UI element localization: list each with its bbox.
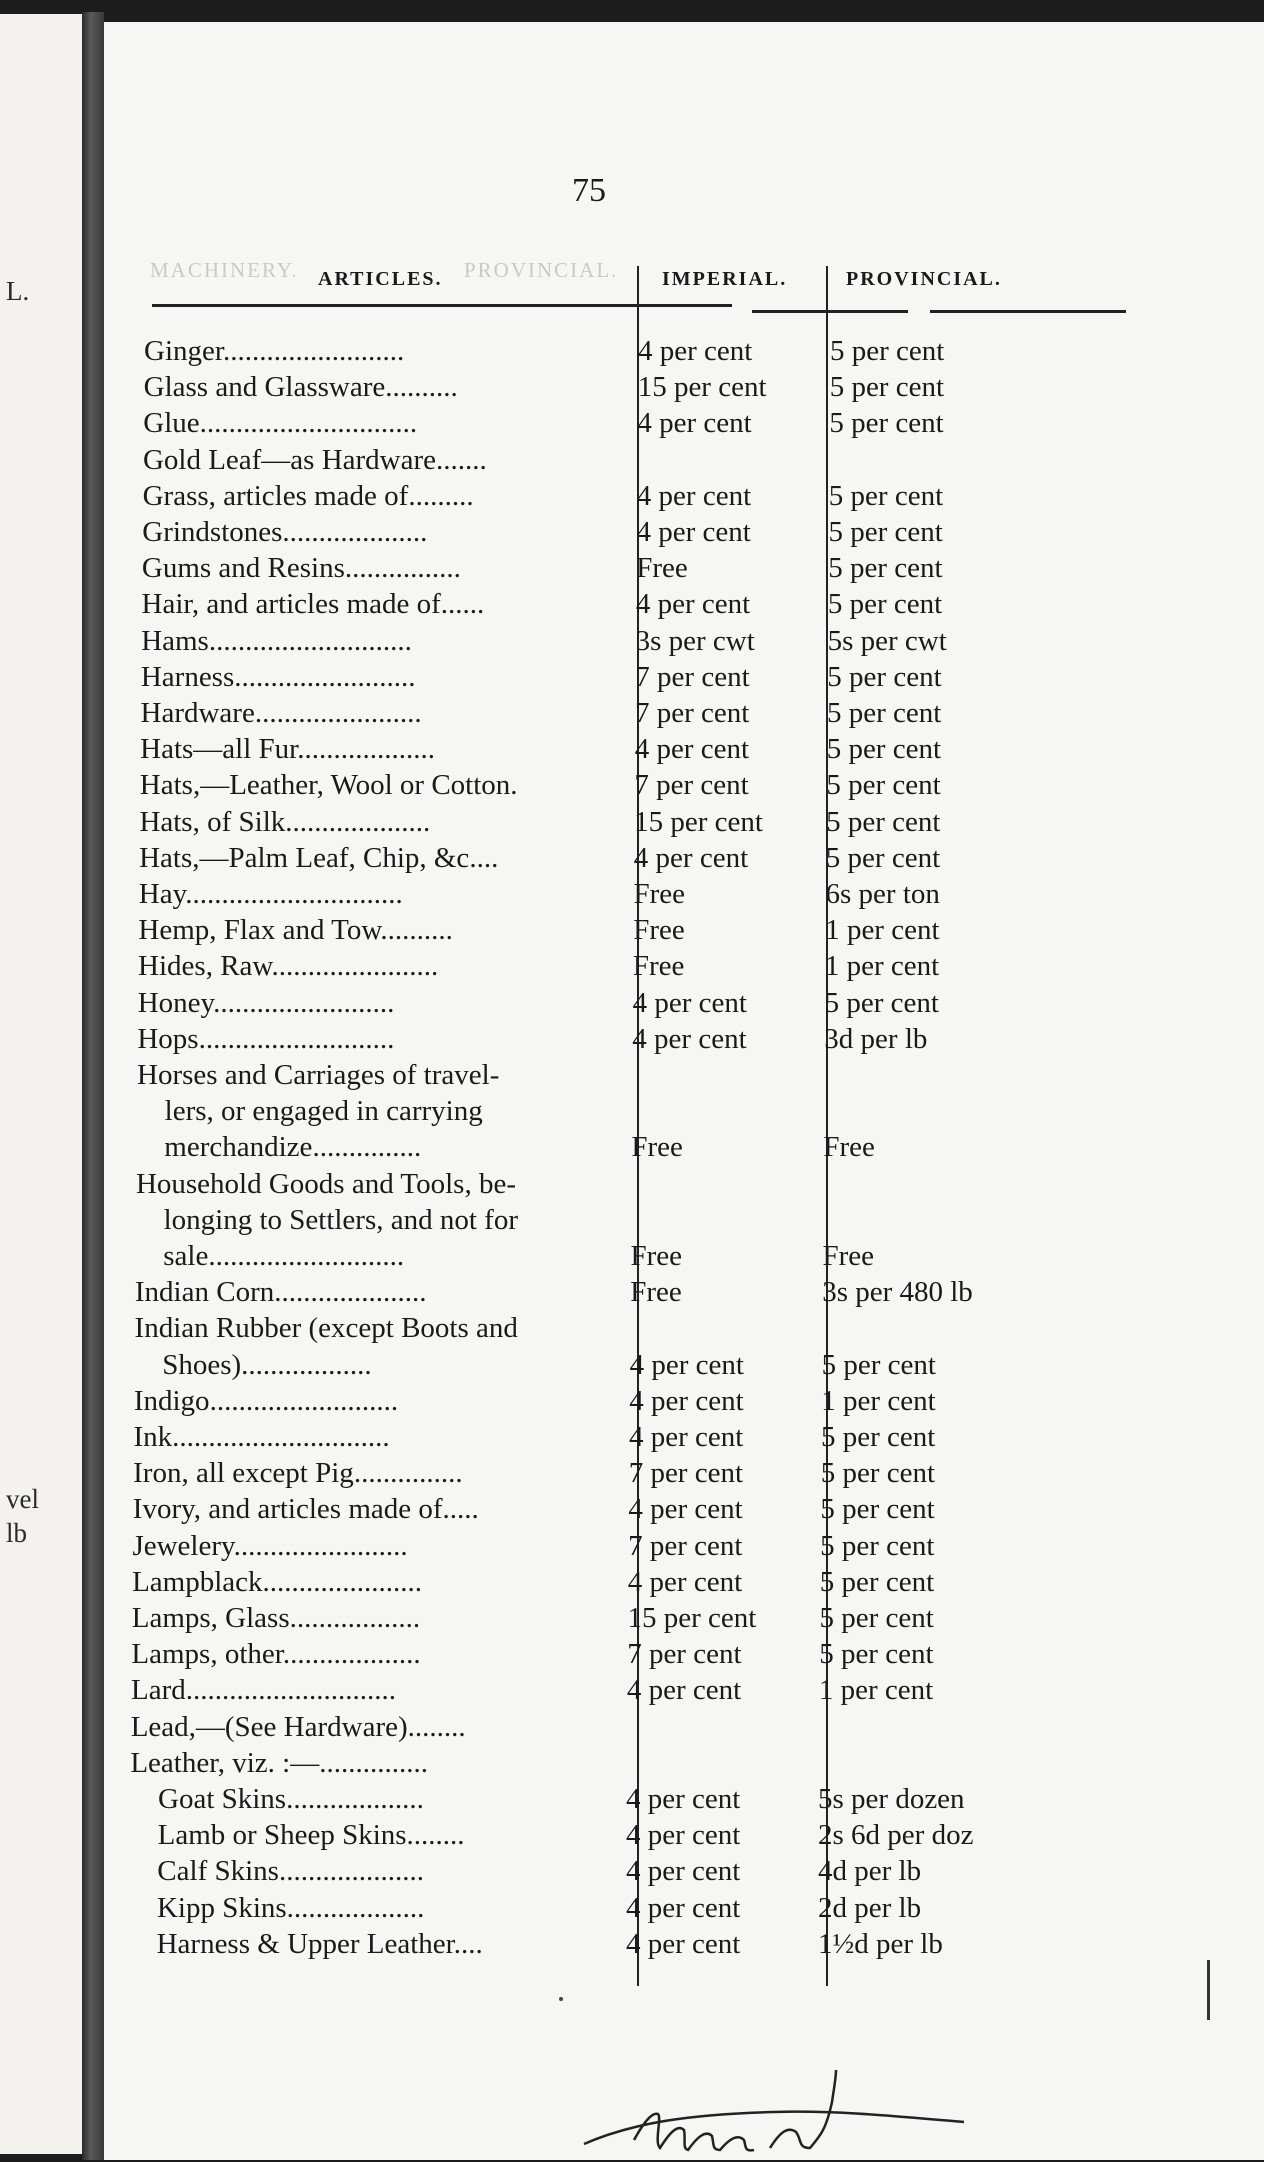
table-row xyxy=(104,1674,1264,1710)
provincial-duty: 5 per cent xyxy=(821,1348,936,1381)
table-row xyxy=(104,1855,1264,1891)
article-cell xyxy=(139,878,634,911)
table-row xyxy=(104,444,1264,480)
leader-dots: ..................... xyxy=(274,1276,427,1309)
article-name: Lampblack xyxy=(132,1565,263,1598)
article-cell xyxy=(137,1023,634,1056)
article-name: lers, or engaged in carrying xyxy=(164,1095,483,1128)
imperial-duty: Free xyxy=(636,552,688,585)
article-name: Lead,—(See Hardware) xyxy=(130,1710,408,1743)
header-rule-provincial xyxy=(930,310,1126,313)
bleed-through-right: PROVINCIAL. xyxy=(464,258,619,282)
table-row xyxy=(104,1131,1264,1167)
article-name: Iron, all except Pig xyxy=(133,1457,354,1490)
provincial-duty: 5 per cent xyxy=(819,1565,935,1598)
article-cell xyxy=(141,697,635,730)
article-cell xyxy=(144,335,634,368)
table-row xyxy=(104,1530,1264,1566)
article-name: Hats—all Fur xyxy=(140,733,298,766)
leader-dots: ............................. xyxy=(185,1674,397,1707)
article-cell xyxy=(143,444,634,477)
table-row xyxy=(104,842,1264,878)
article-cell xyxy=(157,1892,634,1925)
article-name: Grass, articles made of xyxy=(142,479,409,512)
article-cell xyxy=(157,1928,634,1961)
imperial-duty: 4 per cent xyxy=(632,1022,747,1055)
provincial-duty: 5 per cent xyxy=(829,407,944,440)
article-cell xyxy=(134,1385,634,1418)
article-name: Household Goods and Tools, be- xyxy=(135,1167,516,1200)
leader-dots: ....... xyxy=(436,443,487,476)
imperial-duty: 4 per cent xyxy=(626,1891,741,1924)
article-name: Indigo xyxy=(133,1384,210,1417)
provincial-duty: 3s per 480 lb xyxy=(822,1276,973,1309)
imperial-duty: 7 per cent xyxy=(628,1529,743,1562)
table-row xyxy=(104,1204,1264,1240)
provincial-duty: 5 per cent xyxy=(820,1529,935,1562)
provincial-duty: 5 per cent xyxy=(826,769,941,802)
article-cell xyxy=(134,1421,635,1454)
table-row xyxy=(104,516,1264,552)
imperial-duty: 4 per cent xyxy=(633,841,749,874)
article-name: Hardware xyxy=(140,697,255,729)
imperial-duty: 7 per cent xyxy=(634,769,749,802)
leader-dots: ................... xyxy=(286,1891,425,1924)
provincial-duty: 1 per cent xyxy=(824,950,940,983)
article-cell xyxy=(135,1276,634,1309)
table-row xyxy=(104,1023,1264,1059)
article-cell xyxy=(139,806,634,839)
article-name: Shoes) xyxy=(162,1348,242,1381)
table-row xyxy=(104,1819,1264,1855)
leader-dots: ......................... xyxy=(222,335,405,367)
article-name: Hats, of Silk xyxy=(139,805,286,838)
header-provincial: PROVINCIAL. xyxy=(846,268,1002,290)
article-name: Hats,—Palm Leaf, Chip, &c xyxy=(139,841,470,874)
imperial-duty: 4 per cent xyxy=(629,1421,744,1453)
article-cell xyxy=(162,1349,634,1382)
imperial-duty: 7 per cent xyxy=(635,660,750,693)
left-page-fragment: L. xyxy=(6,276,30,306)
article-name: Jewelery xyxy=(132,1529,234,1562)
ink-dot xyxy=(559,1997,563,2001)
leader-dots: ......... xyxy=(408,479,474,512)
article-cell xyxy=(158,1819,634,1852)
article-cell xyxy=(140,733,634,766)
header-imperial: IMPERIAL. xyxy=(662,268,788,290)
article-name: sale xyxy=(163,1240,209,1272)
imperial-duty: Free xyxy=(633,878,686,910)
article-cell xyxy=(165,1095,634,1128)
article-name: Hay xyxy=(138,878,186,910)
article-cell xyxy=(164,1204,634,1237)
leader-dots: ............................ xyxy=(208,624,412,657)
provincial-duty: 5 per cent xyxy=(824,986,939,1019)
table-row xyxy=(104,552,1264,588)
handwritten-signature xyxy=(574,2052,974,2162)
provincial-duty: 4d per lb xyxy=(818,1855,922,1888)
table-row xyxy=(104,733,1264,769)
provincial-duty: 1 per cent xyxy=(825,914,940,947)
article-cell xyxy=(132,1566,634,1599)
article-cell xyxy=(164,1131,634,1164)
provincial-duty: 2d per lb xyxy=(818,1891,922,1924)
article-cell xyxy=(131,1674,634,1707)
article-name: Horses and Carriages of travel- xyxy=(137,1059,500,1091)
table-row xyxy=(104,1312,1264,1348)
book-page xyxy=(104,22,1264,2160)
leader-dots: ................... xyxy=(297,733,435,766)
imperial-duty: Free xyxy=(630,1240,683,1272)
provincial-duty: 1 per cent xyxy=(821,1384,936,1417)
article-cell xyxy=(138,914,634,947)
leader-dots: ........ xyxy=(406,1819,465,1852)
header-rule xyxy=(152,304,732,307)
table-row xyxy=(104,407,1264,443)
provincial-duty: 5 per cent xyxy=(820,1493,935,1526)
article-name: Ginger xyxy=(144,335,223,367)
table-row xyxy=(104,1457,1264,1493)
article-cell xyxy=(142,516,634,549)
table-row xyxy=(104,661,1264,697)
imperial-duty: 7 per cent xyxy=(628,1457,744,1490)
article-cell xyxy=(143,407,634,440)
imperial-duty: 15 per cent xyxy=(637,371,767,404)
provincial-duty: 5 per cent xyxy=(827,588,943,621)
imperial-duty: 3s per cwt xyxy=(635,624,755,657)
table-row xyxy=(104,1385,1264,1421)
article-cell xyxy=(132,1602,634,1635)
article-cell xyxy=(142,588,634,621)
provincial-duty: 5 per cent xyxy=(827,660,942,693)
leader-dots: ......................... xyxy=(213,986,395,1019)
provincial-duty: 2s 6d per doz xyxy=(818,1819,974,1852)
table-row xyxy=(104,987,1264,1023)
imperial-duty: 4 per cent xyxy=(626,1855,741,1888)
provincial-duty: 5 per cent xyxy=(819,1602,934,1634)
provincial-duty: 5 per cent xyxy=(826,733,942,766)
imperial-duty: 4 per cent xyxy=(628,1493,743,1526)
table-row xyxy=(104,1349,1264,1385)
leader-dots: ........................... xyxy=(208,1240,405,1272)
leader-dots: .... xyxy=(453,1927,483,1960)
imperial-duty: 7 per cent xyxy=(635,697,750,729)
imperial-duty: Free xyxy=(631,1131,683,1164)
table-row xyxy=(104,1240,1264,1276)
leader-dots: ............... xyxy=(319,1746,428,1779)
article-cell xyxy=(131,1711,634,1744)
article-cell xyxy=(140,769,634,802)
bleed-through-left: MACHINERY. xyxy=(150,258,299,282)
article-name: Lard xyxy=(131,1674,186,1707)
leader-dots: ................... xyxy=(282,1638,421,1671)
table-row xyxy=(104,1493,1264,1529)
provincial-duty: 5 per cent xyxy=(827,697,942,729)
header-rule-imperial xyxy=(752,310,908,313)
article-cell xyxy=(163,1240,634,1273)
imperial-duty: Free xyxy=(633,914,685,947)
header-articles: ARTICLES. xyxy=(318,268,443,290)
leader-dots: .... xyxy=(469,841,499,874)
page-number: 75 xyxy=(572,172,606,209)
article-name: Hides, Raw xyxy=(138,950,272,983)
table-row xyxy=(104,371,1264,407)
leader-dots: ........................... xyxy=(198,1022,395,1055)
article-cell xyxy=(158,1783,634,1816)
article-cell xyxy=(133,1493,634,1526)
article-name: Lamps, Glass xyxy=(131,1602,290,1634)
book-gutter xyxy=(82,12,104,2160)
article-name: Harness xyxy=(140,660,235,693)
table-row xyxy=(104,697,1264,733)
leader-dots: .............................. xyxy=(172,1421,390,1453)
table-row xyxy=(104,1059,1264,1095)
table-row xyxy=(104,480,1264,516)
leader-dots: ....................... xyxy=(271,950,439,983)
article-cell xyxy=(137,1059,634,1092)
leader-dots: .......... xyxy=(385,371,458,404)
table-row xyxy=(104,1095,1264,1131)
table-row xyxy=(104,1638,1264,1674)
provincial-duty: 1½d per lb xyxy=(818,1927,943,1960)
article-cell xyxy=(143,480,634,513)
imperial-duty: 4 per cent xyxy=(627,1565,743,1598)
article-name: Gums and Resins xyxy=(141,552,345,585)
leader-dots: .............................. xyxy=(185,878,403,910)
imperial-duty: 4 per cent xyxy=(629,1348,744,1381)
article-cell xyxy=(141,661,634,694)
article-name: merchandize xyxy=(164,1131,313,1164)
table-row xyxy=(104,950,1264,986)
provincial-duty: 5 per cent xyxy=(828,479,944,512)
imperial-duty: 4 per cent xyxy=(636,479,752,512)
provincial-duty: Free xyxy=(822,1240,875,1272)
provincial-duty: 3d per lb xyxy=(824,1022,928,1055)
article-cell xyxy=(139,842,634,875)
provincial-duty: 5s per cwt xyxy=(827,624,947,657)
imperial-duty: 4 per cent xyxy=(629,1384,744,1417)
imperial-duty: 7 per cent xyxy=(627,1638,742,1671)
table-row xyxy=(104,1783,1264,1819)
provincial-duty: 5 per cent xyxy=(828,516,943,548)
provincial-duty: 5 per cent xyxy=(821,1421,936,1453)
table-row xyxy=(104,1892,1264,1928)
article-name: Grindstones xyxy=(142,516,283,548)
article-cell xyxy=(133,1457,634,1490)
article-name: Hemp, Flax and Tow xyxy=(138,914,381,947)
table-row xyxy=(104,1421,1264,1457)
leader-dots: ........ xyxy=(407,1710,466,1743)
leader-dots: ...... xyxy=(440,588,485,621)
imperial-duty: 4 per cent xyxy=(637,407,752,440)
table-row xyxy=(104,1602,1264,1638)
article-cell xyxy=(138,987,634,1020)
page-edge-mark xyxy=(1207,1960,1210,2020)
provincial-duty: 5 per cent xyxy=(820,1457,936,1490)
leader-dots: .................... xyxy=(278,1855,424,1888)
article-name: Hair, and articles made of xyxy=(141,588,441,621)
imperial-duty: 4 per cent xyxy=(638,335,753,367)
article-name: Indian Rubber (except Boots and xyxy=(134,1312,518,1345)
table-row xyxy=(104,1566,1264,1602)
article-name: Indian Corn xyxy=(134,1276,275,1309)
table-row xyxy=(104,1747,1264,1783)
provincial-duty: 5 per cent xyxy=(826,805,941,838)
provincial-duty: 5 per cent xyxy=(828,552,943,585)
article-cell xyxy=(138,950,634,983)
leader-dots: .............................. xyxy=(199,407,418,440)
provincial-duty: 6s per ton xyxy=(825,878,940,910)
imperial-duty: 15 per cent xyxy=(627,1602,757,1634)
imperial-duty: 4 per cent xyxy=(632,986,747,1019)
table-row xyxy=(104,914,1264,950)
article-name: Honey xyxy=(137,986,214,1019)
article-name: Leather, viz. :— xyxy=(130,1746,320,1779)
article-name: Ink xyxy=(133,1421,173,1453)
article-name: Kipp Skins xyxy=(156,1891,287,1924)
article-name: Harness & Upper Leather xyxy=(156,1927,454,1960)
article-name: Glass and Glassware xyxy=(143,371,386,404)
leader-dots: .................... xyxy=(282,516,428,548)
imperial-duty: 4 per cent xyxy=(626,1783,741,1815)
imperial-duty: Free xyxy=(632,950,685,983)
imperial-duty: 4 per cent xyxy=(626,1927,741,1960)
leader-dots: ..... xyxy=(442,1493,479,1526)
article-cell xyxy=(142,552,634,585)
article-cell xyxy=(132,1530,634,1563)
leader-dots: .......... xyxy=(380,914,453,947)
leader-dots: .................. xyxy=(241,1348,372,1381)
provincial-duty: 5 per cent xyxy=(830,335,945,367)
leader-dots: ............... xyxy=(312,1131,422,1164)
leader-dots: ....................... xyxy=(254,697,422,729)
leader-dots: .......................... xyxy=(209,1384,399,1417)
provincial-duty: 5s per dozen xyxy=(818,1783,965,1815)
table-row xyxy=(104,1711,1264,1747)
left-page-edge xyxy=(0,14,82,2154)
article-name: Goat Skins xyxy=(158,1783,287,1815)
table-row xyxy=(104,1168,1264,1204)
left-page-fragment: vel xyxy=(6,1484,39,1514)
provincial-duty: Free xyxy=(823,1131,875,1164)
leader-dots: ................ xyxy=(344,552,461,585)
table-row xyxy=(104,1276,1264,1312)
article-cell xyxy=(157,1855,634,1888)
leader-dots: ...................... xyxy=(262,1565,423,1598)
table-row xyxy=(104,1928,1264,1964)
imperial-duty: 15 per cent xyxy=(634,805,763,838)
article-name: Ivory, and articles made of xyxy=(132,1493,443,1526)
imperial-duty: 4 per cent xyxy=(626,1674,742,1707)
article-cell xyxy=(144,371,634,404)
article-cell xyxy=(131,1638,634,1671)
leader-dots: ......................... xyxy=(234,660,416,693)
table-row xyxy=(104,769,1264,805)
article-name: Glue xyxy=(143,407,200,440)
table-row xyxy=(104,806,1264,842)
provincial-duty: 1 per cent xyxy=(818,1674,934,1707)
article-name: Hats,—Leather, Wool or Cotton xyxy=(139,769,511,802)
article-name: Lamps, other xyxy=(131,1638,283,1671)
article-cell xyxy=(141,625,634,658)
provincial-duty: 5 per cent xyxy=(825,841,941,874)
leader-dots: ................... xyxy=(286,1783,424,1815)
article-name: Gold Leaf—as Hardware xyxy=(142,443,437,476)
table-row xyxy=(104,335,1264,371)
provincial-duty: 5 per cent xyxy=(829,371,945,404)
leader-dots: .................... xyxy=(285,805,431,838)
article-name: Hops xyxy=(137,1022,199,1055)
leader-dots: ........................ xyxy=(233,1529,408,1562)
imperial-duty: Free xyxy=(630,1276,682,1309)
left-page-fragment: lb xyxy=(6,1518,28,1548)
imperial-duty: 4 per cent xyxy=(635,588,751,621)
imperial-duty: 4 per cent xyxy=(636,516,751,548)
article-name: Calf Skins xyxy=(157,1855,279,1888)
leader-dots: ............... xyxy=(353,1457,463,1490)
imperial-duty: 4 per cent xyxy=(626,1819,741,1852)
article-cell xyxy=(130,1747,634,1780)
table-row xyxy=(104,625,1264,661)
imperial-duty: 4 per cent xyxy=(634,733,750,766)
leader-dots: . xyxy=(510,769,518,802)
article-cell xyxy=(135,1312,634,1345)
provincial-duty: 5 per cent xyxy=(819,1638,934,1671)
article-name: longing to Settlers, and not for xyxy=(163,1203,518,1236)
table-row xyxy=(104,588,1264,624)
article-name: Lamb or Sheep Skins xyxy=(157,1819,407,1852)
article-name: Hams xyxy=(141,624,209,657)
leader-dots: .................. xyxy=(289,1602,421,1634)
table-row xyxy=(104,878,1264,914)
article-cell xyxy=(136,1168,634,1201)
